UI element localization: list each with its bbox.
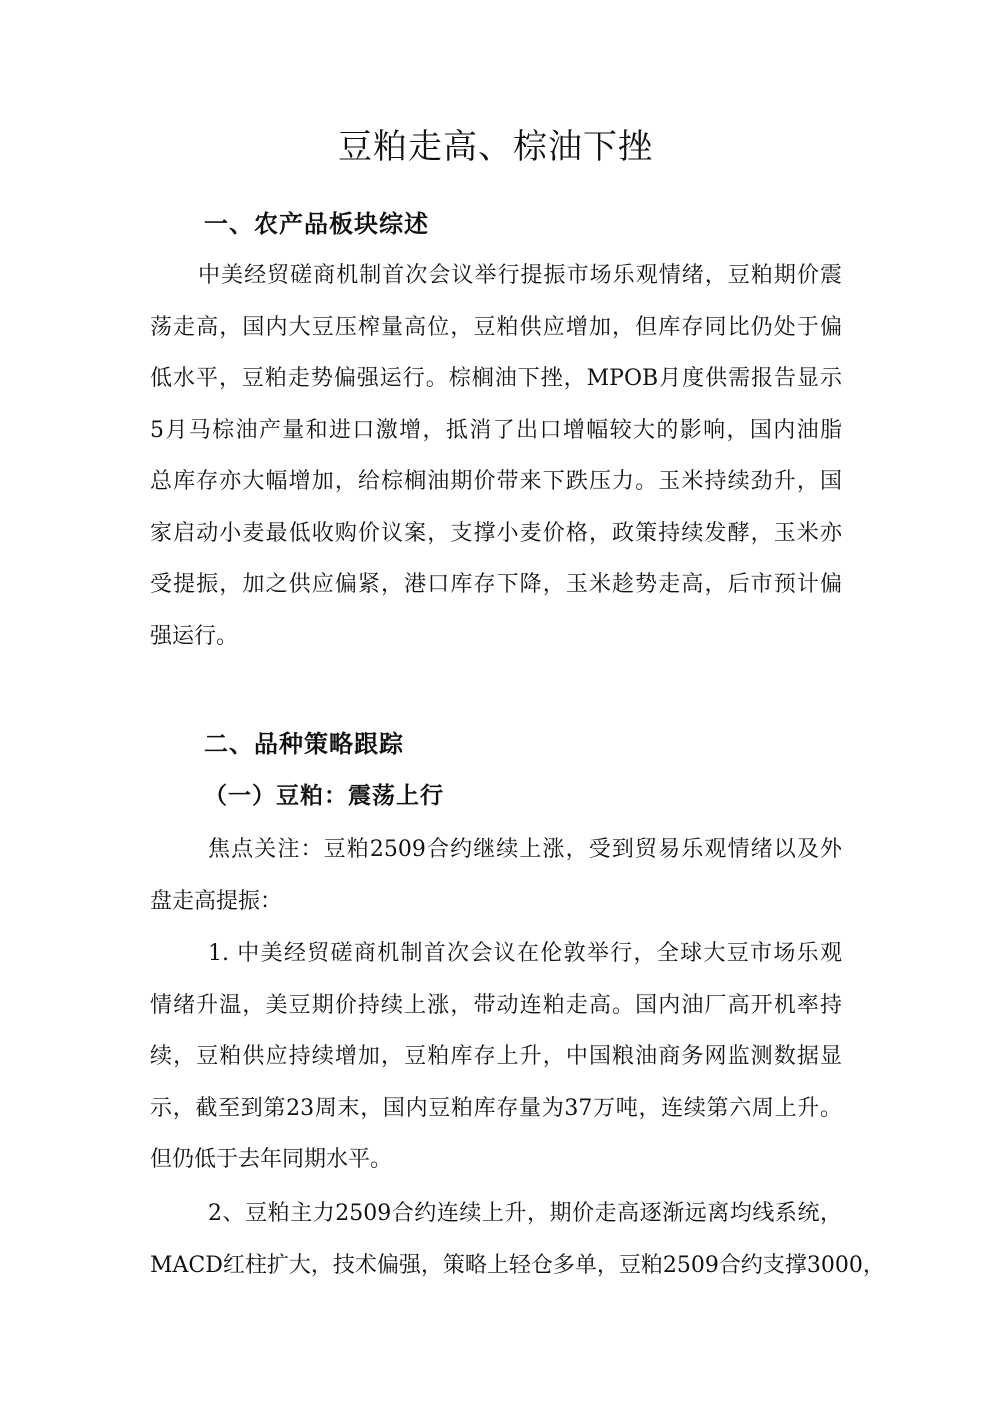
paragraph-line: 荡走高，国内大豆压榨量高位，豆粕供应增加，但库存同比仍处于偏 — [150, 314, 842, 340]
paragraph-line: 5月马棕油产量和进口激增，抵消了出口增幅较大的影响，国内油脂 — [150, 417, 842, 443]
document-title: 豆粕走高、棕油下挫 — [338, 127, 653, 167]
paragraph-line: 但仍低于去年同期水平。 — [150, 1147, 393, 1172]
paragraph-line: 低水平，豆粕走势偏强运行。棕榈油下挫，MPOB月度供需报告显示 — [150, 366, 842, 391]
paragraph-line: 中美经贸磋商机制首次会议举行提振市场乐观情绪，豆粕期价震 — [198, 263, 842, 288]
focus-paragraph — [150, 824, 842, 927]
paragraph-line: MACD红柱扩大，技术偏强，策略上轻仓多单，豆粕2509合约支撑3000， — [150, 1252, 885, 1278]
paragraph-line: 焦点关注：豆粕2509合约继续上涨，受到贸易乐观情绪以及外 — [208, 837, 842, 862]
section-heading-strategy: 二、品种策略跟踪 — [204, 729, 404, 758]
paragraph-line: 续，豆粕供应持续增加，豆粕库存上升，中国粮油商务网监测数据显 — [150, 1044, 842, 1069]
paragraph-line: 示，截至到第23周末，国内豆粕库存量为37万吨，连续第六周上升。 — [150, 1095, 842, 1121]
paragraph-line: 强运行。 — [150, 623, 239, 649]
paragraph-line: 2、豆粕主力2509合约连续上升，期价走高逐渐远离均线系统， — [208, 1201, 842, 1226]
paragraph-line: 家启动小麦最低收购价议案，支撑小麦价格，政策持续发酵，玉米亦 — [150, 520, 842, 546]
subsection-heading-soymeal: （一）豆粕：震荡上行 — [204, 782, 444, 809]
point-two-paragraph — [150, 1188, 885, 1291]
paragraph-line: 总库存亦大幅增加，给棕榈油期价带来下跌压力。玉米持续劲升，国 — [150, 469, 842, 494]
section-heading-overview: 一、农产品板块综述 — [204, 209, 429, 238]
point-one-paragraph — [150, 928, 842, 1186]
paragraph-line: 1. 中美经贸磋商机制首次会议在伦敦举行，全球大豆市场乐观 — [208, 941, 842, 966]
paragraph-line: 情绪升温，美豆期价持续上涨，带动连粕走高。国内油厂高开机率持 — [150, 992, 842, 1018]
overview-paragraph — [150, 250, 842, 662]
paragraph-line: 受提振，加之供应偏紧，港口库存下降，玉米趁势走高，后市预计偏 — [150, 572, 842, 597]
paragraph-line: 盘走高提振： — [150, 888, 283, 914]
